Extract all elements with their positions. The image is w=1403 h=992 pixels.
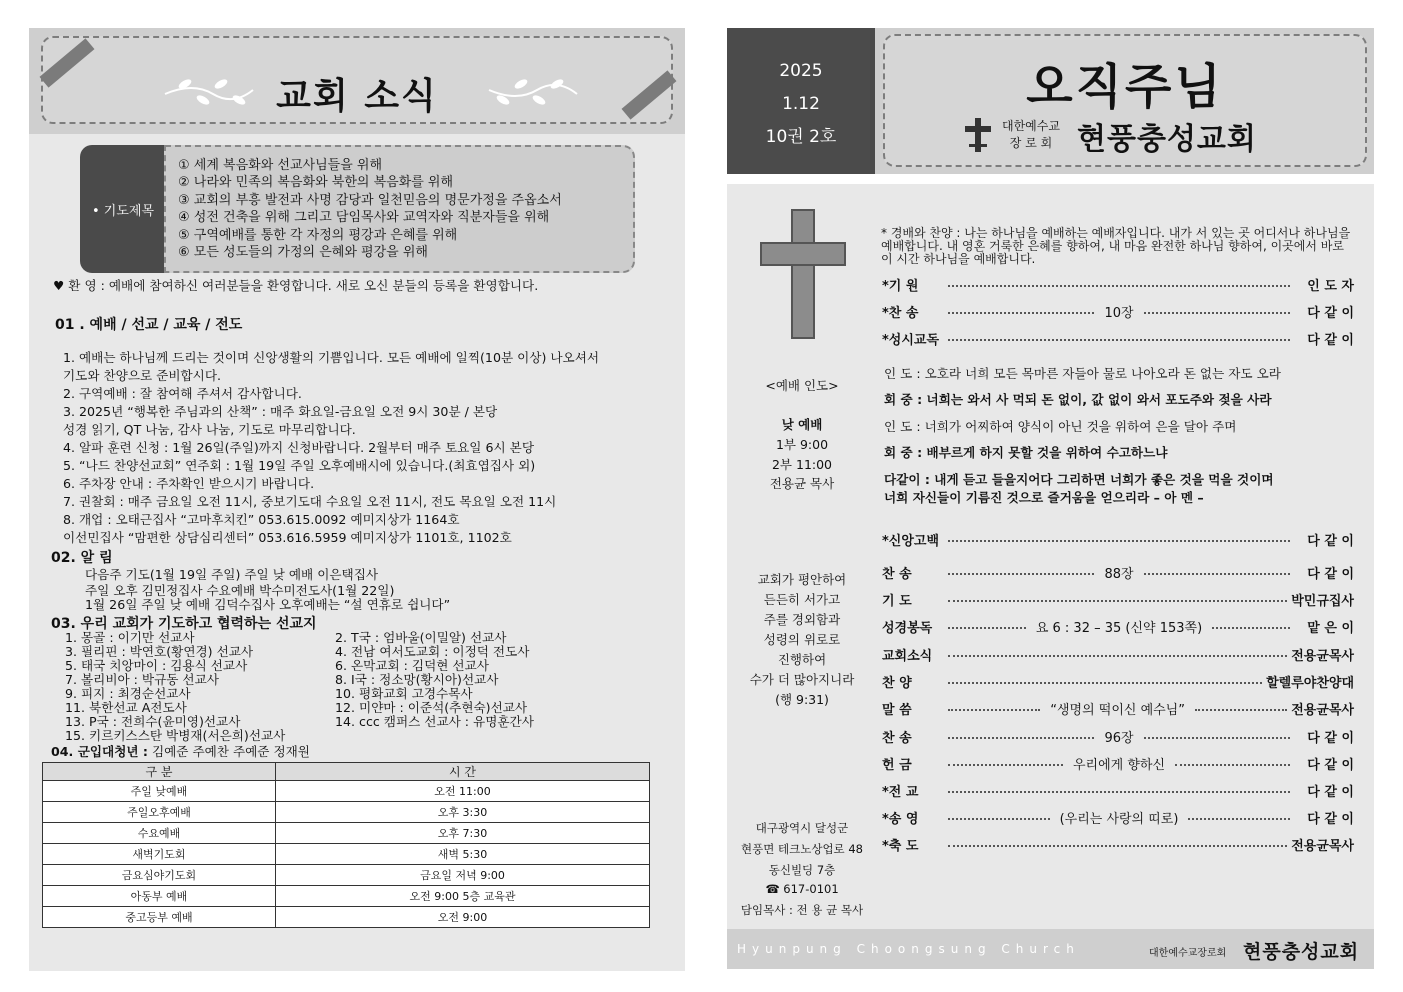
order-detail: 96장 [1104, 730, 1134, 746]
order-detail: 88장 [1104, 566, 1134, 582]
order-leader: 다 같 이 [1307, 305, 1355, 321]
responsive-speaker: 인 도 : [884, 419, 921, 434]
responsive-line [884, 392, 1272, 408]
order-name: 기 도 [882, 593, 912, 609]
order-leader: 할렐루야찬양대 [1266, 675, 1354, 691]
verse-line: 진행하여 [777, 652, 827, 667]
order-row [882, 808, 1354, 826]
section-02-line: 주일 오후 김민정집사 수요예배 박수미전도사(1월 22일) [85, 583, 395, 598]
mission-item: 13. P국 : 전희수(윤미영)선교사 [65, 714, 241, 729]
issue-year: 2025 [779, 61, 823, 81]
table-cell: 아동부 예배 [43, 886, 276, 907]
order-name: *찬 송 [882, 305, 919, 321]
table-header: 구 분 [43, 763, 276, 781]
table-cell: 새벽기도회 [43, 844, 276, 865]
order-name: 찬 양 [882, 675, 912, 691]
table-row [43, 781, 650, 802]
prayer-box [80, 145, 635, 273]
prayer-item: ③ 교회의 부흥 발전과 사명 감당과 일천믿음의 명문가정을 주옵소서 [178, 192, 562, 208]
order-leader: 전용균목사 [1291, 648, 1354, 664]
table-header-row [43, 763, 650, 781]
mission-item: 2. T국 : 엄바울(이밀알) 선교사 [335, 630, 507, 645]
order-name: 교회소식 [882, 648, 933, 664]
order-name: *성시교독 [882, 332, 940, 348]
section-01-line: 4. 알파 훈련 신청 : 1월 26일(주일)까지 신청바랍니다. 2월부터 매주 토요일 6시 본당 [63, 440, 534, 455]
section-04 [51, 744, 310, 759]
title-frame [883, 34, 1367, 167]
section-04-value: 김예준 주예찬 주예준 정재원 [147, 744, 310, 759]
schedule-table [42, 762, 650, 928]
section-01-line: 기도와 찬양으로 준비합시다. [63, 368, 221, 383]
table-cell: 금요일 저녁 9:00 [276, 865, 650, 886]
section-01-line: 성경 읽기, QT 나눔, 감사 나눔, 기도로 마무리합니다. [63, 422, 356, 437]
table-cell: 오전 11:00 [276, 781, 650, 802]
header-separator [727, 174, 1374, 184]
order-detail: “생명의 떡이신 예수님” [1050, 702, 1185, 718]
cross-icon [760, 209, 846, 339]
table-row [43, 844, 650, 865]
section-01-line: 2. 구역예배 : 잘 참여해 주셔서 감사합니다. [63, 386, 302, 401]
bulletin-title: 오직주님 [1026, 59, 1224, 115]
mission-item: 12. 미얀마 : 이준석(추현숙)선교사 [335, 700, 528, 715]
order-row [882, 727, 1354, 745]
order-detail: (우리는 사랑의 띠로) [1059, 811, 1179, 827]
verse-line: 교회가 평안하여 [757, 572, 847, 587]
section-04-label: 04. 군입대청년 : [51, 744, 148, 759]
issue-number: 10권 2호 [765, 127, 837, 147]
sidebar-second: 2부 11:00 [771, 457, 833, 472]
sidebar-pastor: 전용균 목사 [769, 476, 835, 491]
order-name: 성경봉독 [882, 620, 933, 636]
order-leader: 맡 은 이 [1307, 620, 1355, 636]
order-name: *기 원 [882, 278, 919, 294]
mission-item: 6. 온막교회 : 김덕현 선교사 [335, 658, 489, 673]
responsive-text: 오호라 너희 모든 목마른 자들아 물로 나아오라 돈 없는 자도 오라 [920, 366, 1281, 381]
order-row [882, 302, 1354, 320]
address-line: 동신빌딩 7층 [768, 863, 836, 877]
mission-item: 7. 볼리비아 : 박규동 선교사 [65, 672, 219, 687]
section-02-line: 다음주 기도(1월 19일 주일) 주일 낮 예배 이은택집사 [85, 567, 379, 582]
responsive-line [884, 472, 1274, 488]
responsive-speaker: 다같이 : [884, 472, 930, 487]
phone-line: ☎ 617-0101 [765, 882, 839, 896]
order-row [882, 590, 1354, 608]
news-header-frame [41, 36, 673, 124]
table-cell: 금요심야기도회 [43, 865, 276, 886]
footer-bar [727, 929, 1374, 969]
section-01-line: 8. 개업 : 오태근집사 “고마후치킨” 053.615.0092 예미지상가 1164호 [63, 512, 460, 527]
prayer-item: ② 나라와 민족의 복음화와 북한의 복음화를 위해 [178, 175, 454, 191]
order-leader: 전용균목사 [1291, 838, 1354, 854]
responsive-line [884, 419, 1236, 435]
order-row [882, 617, 1354, 635]
order-leader: 다 같 이 [1307, 811, 1354, 827]
responsive-speaker: 회 중 : [884, 392, 923, 407]
section-01-line: 1. 예배는 하나님께 드리는 것이며 신앙생활의 기쁨입니다. 모든 예배에 일찍(10분 이상) 나오셔서 [63, 350, 600, 365]
section-01-line: 이선민집사 “맘편한 상담심리센터” 053.616.5959 예미지상가 1101호, 1102호 [63, 530, 512, 545]
mission-item: 4. 전남 여서도교회 : 이정덕 전도사 [335, 644, 530, 659]
verse-line: 든든히 서가고 [763, 592, 841, 607]
prayer-list [164, 145, 635, 273]
order-name: 말 씀 [882, 702, 912, 718]
worship-order-body [727, 184, 1374, 929]
table-row [43, 802, 650, 823]
order-row [882, 699, 1354, 717]
table-cell: 오전 9:00 [276, 907, 650, 928]
order-leader: 다 같 이 [1307, 784, 1354, 800]
responsive-text: 너희 자신들이 기름진 것으로 즐거움을 얻으리라 – 아 멘 – [884, 490, 1204, 505]
intro-text: * 경배와 찬양 : 나는 하나님을 예배하는 예배자입니다. 내가 서 있는 곳 어디서나 하나님을 예배합니다. 내 영혼 거룩한 은혜를 향하여, 내 마음 완전한 하나님 향하여, 이곳에서 바로 이 시간 하나님을 예배합니다. [881, 226, 1351, 266]
order-row [882, 754, 1354, 772]
mission-item: 3. 필리핀 : 박연호(황연경) 선교사 [65, 644, 254, 659]
footer-english-name: Hyunpung Choongsung Church [737, 942, 1080, 956]
left-page [29, 28, 685, 971]
responsive-line [884, 445, 1167, 461]
order-leader: 다 같 이 [1307, 533, 1354, 549]
responsive-speaker: 회 중 : [884, 445, 923, 460]
order-row [882, 329, 1354, 347]
order-name: 헌 금 [882, 757, 912, 773]
section-02-line: 1월 26일 주일 낮 예배 김덕수집사 오후예배는 “설 연휴로 쉽니다” [85, 597, 451, 612]
order-detail: 10장 [1104, 305, 1134, 321]
sidebar-guide: <예배 인도> [765, 378, 839, 393]
mission-item: 9. 피지 : 최경순선교사 [65, 686, 191, 701]
section-01-title: 01 . 예배 / 선교 / 교육 / 전도 [55, 317, 243, 333]
order-name: *전 교 [882, 784, 919, 800]
section-03-title: 03. 우리 교회가 기도하고 협력하는 선교지 [51, 616, 317, 632]
verse-line: (행 9:31) [775, 692, 829, 707]
order-leader: 인 도 자 [1307, 278, 1354, 294]
table-cell: 주일오후예배 [43, 802, 276, 823]
prayer-label: • 기도제목 [80, 145, 166, 273]
order-name: 찬 송 [882, 730, 912, 746]
welcome-text: ♥ 환 영 : 예배에 참여하신 여러분들을 환영합니다. 새로 오신 분들의 등록을 환영합니다. [53, 278, 539, 293]
table-cell: 오후 7:30 [276, 823, 650, 844]
table-row [43, 823, 650, 844]
section-02-title: 02. 알 림 [51, 550, 113, 566]
footer-denomination: 대한예수교장로회 [1149, 948, 1227, 959]
mission-item: 14. ccc 캠퍼스 선교사 : 유명훈간사 [335, 714, 534, 729]
prayer-item: ① 세계 복음화와 선교사님들을 위해 [178, 158, 382, 173]
order-name: 찬 송 [882, 566, 912, 582]
mission-item: 8. I국 : 정소망(황시아)선교사 [335, 672, 499, 687]
table-cell: 오전 9:00 5층 교육관 [276, 886, 650, 907]
responsive-line [884, 366, 1281, 382]
church-name: 현풍충성교회 [1077, 122, 1257, 157]
table-cell: 중고등부 예배 [43, 907, 276, 928]
responsive-text: 배부르게 하지 못할 것을 위하여 수고하느냐 [922, 445, 1168, 460]
table-row [43, 886, 650, 907]
right-page [727, 28, 1374, 969]
order-row [882, 563, 1354, 581]
order-leader: 다 같 이 [1307, 332, 1354, 348]
sidebar-service: 낮 예배 [781, 417, 823, 432]
table-cell: 주일 낮예배 [43, 781, 276, 802]
vine-ornament-icon [487, 74, 579, 110]
order-detail: 요 6 : 32 – 35 (신약 153쪽) [1035, 620, 1203, 636]
responsive-speaker: 인 도 : [884, 366, 921, 381]
mission-item: 1. 몽골 : 이기만 선교사 [65, 630, 195, 645]
prayer-item: ⑤ 구역예배를 통한 각 자정의 평강과 은혜를 위해 [178, 227, 458, 243]
order-leader: 다 같 이 [1307, 566, 1355, 582]
order-detail: 우리에게 향하신 [1072, 757, 1166, 773]
denomination [1002, 118, 1060, 152]
order-name: *송 영 [882, 811, 919, 827]
responsive-line [884, 490, 1204, 506]
church-cross-icon [965, 118, 991, 152]
section-01-line: 3. 2025년 “행복한 주님과의 산책” : 매주 화요일-금요일 오전 9시 30분 / 본당 [63, 404, 498, 419]
order-row [882, 530, 1354, 548]
table-cell: 오후 3:30 [276, 802, 650, 823]
table-cell: 수요예배 [43, 823, 276, 844]
sidebar-first: 1부 9:00 [775, 437, 829, 452]
address-line: 현풍면 테크노상업로 48 [741, 842, 863, 856]
order-name: *신앙고백 [882, 533, 940, 549]
denomination-line: 장 로 회 [1009, 136, 1053, 150]
table-header: 시 간 [276, 763, 650, 781]
order-row [882, 645, 1354, 663]
prayer-item: ④ 성전 건축을 위해 그리고 담임목사와 교역자와 직분자들을 위해 [178, 210, 550, 226]
address-line: 대구광역시 달성군 [755, 821, 849, 835]
order-leader: 박민규집사 [1291, 593, 1354, 609]
order-row [882, 781, 1354, 799]
table-row [43, 865, 650, 886]
responsive-text: 내게 듣고 들을지어다 그리하면 너희가 좋은 것을 먹을 것이며 [929, 472, 1274, 487]
table-row [43, 907, 650, 928]
table-cell: 새벽 5:30 [276, 844, 650, 865]
responsive-text: 너희는 와서 사 먹되 돈 없이, 값 없이 와서 포도주와 젖을 사라 [922, 392, 1272, 407]
footer-church-name: 현풍충성교회 [1243, 941, 1360, 963]
verse-line: 주를 경외함과 [763, 612, 841, 627]
order-leader: 다 같 이 [1307, 757, 1355, 773]
order-name: *축 도 [882, 838, 919, 854]
mission-item: 11. 북한선교 A전도사 [65, 700, 187, 715]
mission-item: 10. 평화교회 고경수목사 [335, 686, 473, 701]
mission-item: 5. 태국 치앙마이 : 김용식 선교사 [65, 658, 248, 673]
section-01-line: 7. 권찰회 : 매주 금요일 오전 11시, 중보기도대 수요일 오전 11시, 전도 목요일 오전 11시 [63, 494, 557, 509]
section-01-line: 6. 주차장 안내 : 주차확인 받으시기 바랍니다. [63, 476, 315, 491]
section-01-line: 5. “나드 찬양선교회” 연주회 : 1월 19일 주일 오후예배시에 있습니다.(최효엽집사 외) [63, 458, 536, 473]
denomination-line: 대한예수교 [1002, 119, 1060, 133]
title-area [875, 28, 1374, 174]
mission-item: 15. 키르키스스탄 박병재(서은희)선교사 [65, 728, 286, 743]
order-row [882, 835, 1354, 853]
pastor-line: 담임목사 : 전 용 균 목사 [740, 903, 864, 917]
news-header [29, 28, 685, 134]
news-title: 교회 소식 [276, 76, 438, 117]
order-row [882, 275, 1354, 293]
verse-line: 성령의 위로로 [763, 632, 841, 647]
order-row [882, 672, 1354, 690]
responsive-text: 너희가 어찌하여 양식이 아닌 것을 위하여 은을 달아 주며 [920, 419, 1237, 434]
verse-line: 수가 더 많아지니라 [749, 672, 855, 687]
order-leader: 다 같 이 [1307, 730, 1355, 746]
order-leader: 전용균목사 [1291, 702, 1354, 718]
prayer-item: ⑥ 모든 성도들의 가정의 은혜와 평강을 위해 [178, 245, 428, 261]
issue-day: 1.12 [782, 94, 820, 114]
issue-date-box [727, 28, 875, 174]
